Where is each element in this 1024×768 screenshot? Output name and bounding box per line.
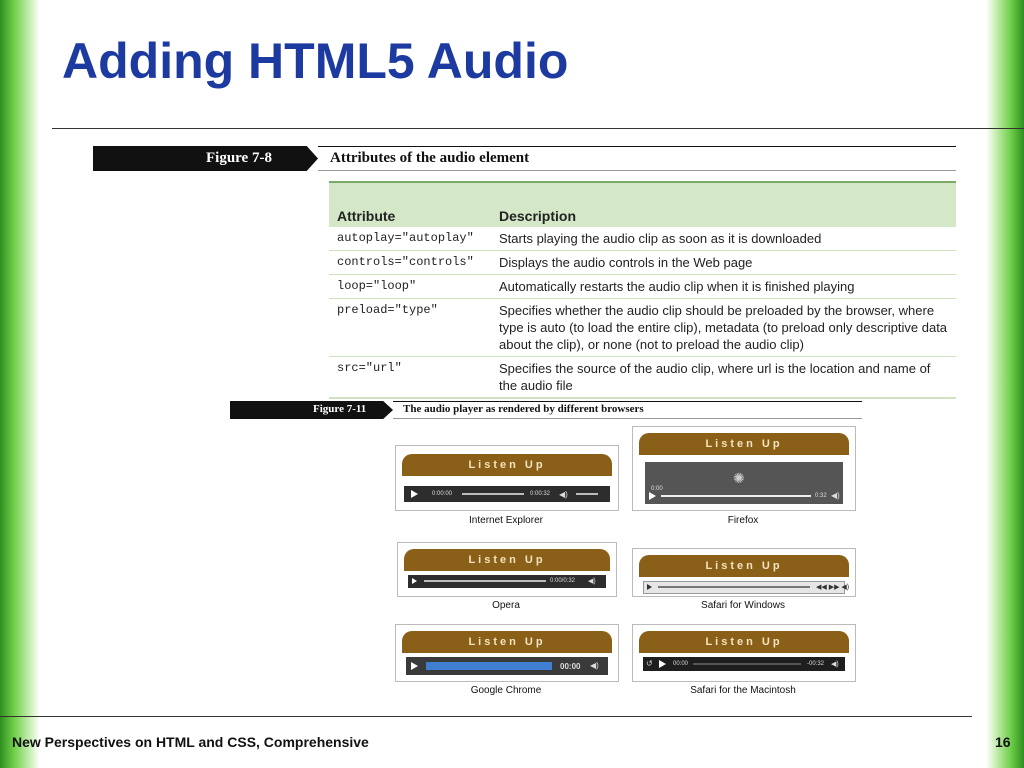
time-total: 0:00:32 [530, 491, 551, 497]
description-cell: Automatically restarts the audio clip when it is finished playing [491, 275, 956, 299]
player-opera [397, 542, 617, 597]
figure-7-8-label: Figure 7-8 [206, 150, 272, 166]
volume-icon[interactable]: ◀) [559, 490, 568, 499]
table-header-row [329, 182, 956, 227]
attribute-cell: controls="controls" [329, 251, 491, 275]
time-total: 0:32 [815, 493, 827, 499]
seek-bar[interactable] [424, 580, 546, 582]
seek-bar[interactable] [462, 493, 524, 495]
attribute-cell: preload="type" [329, 299, 491, 357]
time-remaining: -00:32 [807, 661, 825, 667]
caption-safari-macintosh: Safari for the Macintosh [690, 685, 796, 696]
audio-controls [643, 657, 845, 671]
figure-7-11-label-tab [230, 401, 393, 419]
time-display: 0:00/0:32 [550, 578, 576, 584]
audio-attributes-table [329, 181, 956, 399]
loading-spinner-icon: ✺ [733, 470, 745, 486]
column-header-description: Description [491, 182, 956, 227]
rewind-icon[interactable]: ↺ [646, 659, 653, 668]
left-decorative-bar [0, 0, 40, 768]
figure-7-11-label: Figure 7-11 [313, 403, 367, 415]
audio-controls [645, 462, 843, 504]
page-number: 16 [995, 734, 1011, 750]
audio-controls [406, 657, 608, 675]
caption-internet-explorer: Internet Explorer [469, 515, 543, 526]
right-decorative-bar [986, 0, 1024, 768]
table-row [329, 299, 956, 357]
audio-controls [643, 581, 850, 594]
figure-7-11-caption: The audio player as rendered by different browsers [403, 403, 644, 415]
description-cell: Displays the audio controls in the Web page [491, 251, 956, 275]
attribute-cell: loop="loop" [329, 275, 491, 299]
skip-buttons-icon[interactable]: ◀◀ ▶▶ ◀) [816, 584, 850, 591]
play-icon[interactable] [411, 490, 418, 498]
footer-text: New Perspectives on HTML and CSS, Comprehensive [12, 734, 369, 750]
listen-up-banner: Listen Up [402, 454, 612, 476]
listen-up-banner: Listen Up [402, 631, 612, 653]
volume-slider[interactable] [576, 493, 598, 495]
seek-bar[interactable] [658, 586, 810, 588]
title-divider [52, 128, 1024, 129]
caption-safari-windows: Safari for Windows [701, 600, 785, 611]
audio-controls [404, 486, 610, 502]
column-header-attribute: Attribute [329, 182, 491, 227]
seek-bar[interactable] [426, 662, 552, 670]
listen-up-banner: Listen Up [639, 631, 849, 653]
seek-bar[interactable] [661, 495, 811, 497]
caption-firefox: Firefox [727, 515, 759, 526]
audio-controls [408, 575, 606, 588]
player-google-chrome [395, 624, 619, 682]
slide-title: Adding HTML5 Audio [62, 33, 569, 89]
play-icon[interactable] [659, 660, 666, 668]
table-row [329, 227, 956, 251]
volume-icon[interactable]: ◀) [590, 661, 599, 670]
listen-up-banner: Listen Up [639, 433, 849, 455]
table-row [329, 251, 956, 275]
attribute-cell: src="url" [329, 357, 491, 399]
attribute-cell: autoplay="autoplay" [329, 227, 491, 251]
listen-up-banner: Listen Up [639, 555, 849, 577]
player-internet-explorer [395, 445, 619, 511]
play-icon[interactable] [412, 578, 417, 584]
play-icon[interactable] [647, 584, 652, 590]
time-elapsed: 0:00:00 [432, 491, 453, 497]
seek-bar[interactable] [693, 663, 801, 665]
time-elapsed: 00:00 [673, 661, 689, 667]
caption-opera: Opera [492, 600, 520, 611]
volume-icon[interactable]: ◀) [588, 578, 596, 585]
play-icon[interactable] [411, 662, 418, 670]
table-row [329, 357, 956, 399]
volume-icon[interactable]: ◀) [831, 491, 840, 500]
time-elapsed: 0:00 [651, 486, 663, 492]
table-row [329, 275, 956, 299]
figure-7-8-caption: Attributes of the audio element [330, 150, 530, 166]
player-safari-macintosh [632, 624, 856, 682]
listen-up-banner: Listen Up [404, 549, 610, 571]
description-cell: Starts playing the audio clip as soon as it is downloaded [491, 227, 956, 251]
time-display: 00:00 [560, 662, 581, 671]
player-firefox [632, 426, 856, 511]
player-safari-windows [632, 548, 856, 597]
footer-divider [0, 716, 972, 717]
figure-7-8-header [93, 146, 956, 171]
volume-icon[interactable]: ◀) [831, 661, 839, 668]
description-cell: Specifies whether the audio clip should be preloaded by the browser, where type is auto (to load the entire clip), metadata (to preload only descriptive data about the clip), or none (not to preload the audio clip) [491, 299, 956, 357]
caption-google-chrome: Google Chrome [470, 685, 542, 696]
play-icon[interactable] [649, 492, 656, 500]
figure-7-11-header [230, 401, 862, 419]
description-cell: Specifies the source of the audio clip, where url is the location and name of the audio file [491, 357, 956, 399]
